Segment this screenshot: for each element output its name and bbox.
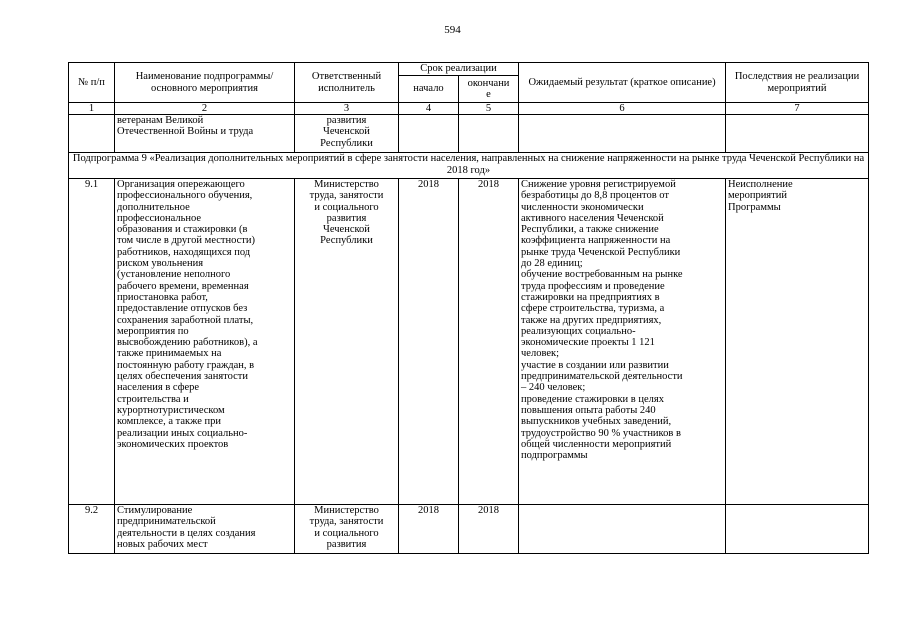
column-number: 2 <box>115 103 295 115</box>
header-row <box>69 63 869 76</box>
table-row <box>69 505 869 554</box>
cell-responsible: развития Чеченской Республики <box>295 115 399 153</box>
column-number: 3 <box>295 103 399 115</box>
cell-result: Снижение уровня регистрируемой безработицы до 8,8 процентов от численности экономически активного населения Чеченской Республики, а также снижение коэффициента напряженности на рынке труда Чеченской Республики до 28 единиц; обучение востребованным на рынке труда профессиям и проведение стажировки на предприятиях в сфере строительства, туризма, а также на других предприятиях, реализующих социально- экономические проекты 1 121 человек; участие в создании или развитии предпринимательской деятельности – 240 человек; проведение стажировки в целях повышения опыта работы 240 выпускников учебных заведений, трудоустройство 90 % участников в общей численности мероприятий подпрограммы <box>519 179 726 505</box>
subprogram-row <box>69 153 869 179</box>
column-number: 6 <box>519 103 726 115</box>
header-responsible: Ответственный исполнитель <box>295 63 399 103</box>
cell-num: 9.1 <box>69 179 115 505</box>
cell-responsible: Министерство труда, занятости и социального развития <box>295 505 399 554</box>
header-term: Срок реализации <box>399 63 519 76</box>
cell-result <box>519 505 726 554</box>
cell-start <box>399 115 459 153</box>
cell-start: 2018 <box>399 505 459 554</box>
cell-num: 9.2 <box>69 505 115 554</box>
column-number: 7 <box>726 103 869 115</box>
header-name: Наименование подпрограммы/ основного мероприятия <box>115 63 295 103</box>
cell-responsible: Министерство труда, занятости и социального развития Чеченской Республики <box>295 179 399 505</box>
cell-start: 2018 <box>399 179 459 505</box>
column-number: 4 <box>399 103 459 115</box>
continuation-row <box>69 115 869 153</box>
cell-name: ветеранам Великой Отечественной Войны и труда <box>115 115 295 153</box>
header-result: Ожидаемый результат (краткое описание) <box>519 63 726 103</box>
cell-end: 2018 <box>459 505 519 554</box>
cell-end: 2018 <box>459 179 519 505</box>
header-consequences: Последствия не реализации мероприятий <box>726 63 869 103</box>
header-end: окончани е <box>459 76 519 103</box>
page-number: 594 <box>444 24 461 36</box>
header-num: № п/п <box>69 63 115 103</box>
table-row <box>69 179 869 505</box>
cell-consequences <box>726 505 869 554</box>
cell-result <box>519 115 726 153</box>
program-table <box>68 62 869 554</box>
subprogram-title: Подпрограмма 9 «Реализация дополнительных мероприятий в сфере занятости населения, направленных на снижение напряженности на рынке труда Чеченской Республики на 2018 год» <box>69 153 869 179</box>
header-start: начало <box>399 76 459 103</box>
cell-end <box>459 115 519 153</box>
column-number: 1 <box>69 103 115 115</box>
cell-name: Организация опережающего профессионального обучения, дополнительное профессиональное образования и стажировки (в том числе в другой местности) работников, находящихся под риском увольнения (установление неполного рабочего времени, временная приостановка работ, предоставление отпусков без сохранения заработной платы, мероприятия по высвобождению работников), а также принимаемых на постоянную работу граждан, в целях обеспечения занятости населения в сфере строительства и курортнотуристическом комплексе, а также при реализации иных социально- экономических проектов <box>115 179 295 505</box>
cell-name: Стимулирование предпринимательской деятельности в целях создания новых рабочих мест <box>115 505 295 554</box>
column-numbers-row <box>69 103 869 115</box>
cell-consequences: Неисполнение мероприятий Программы <box>726 179 869 505</box>
column-number: 5 <box>459 103 519 115</box>
cell-num <box>69 115 115 153</box>
cell-consequences <box>726 115 869 153</box>
